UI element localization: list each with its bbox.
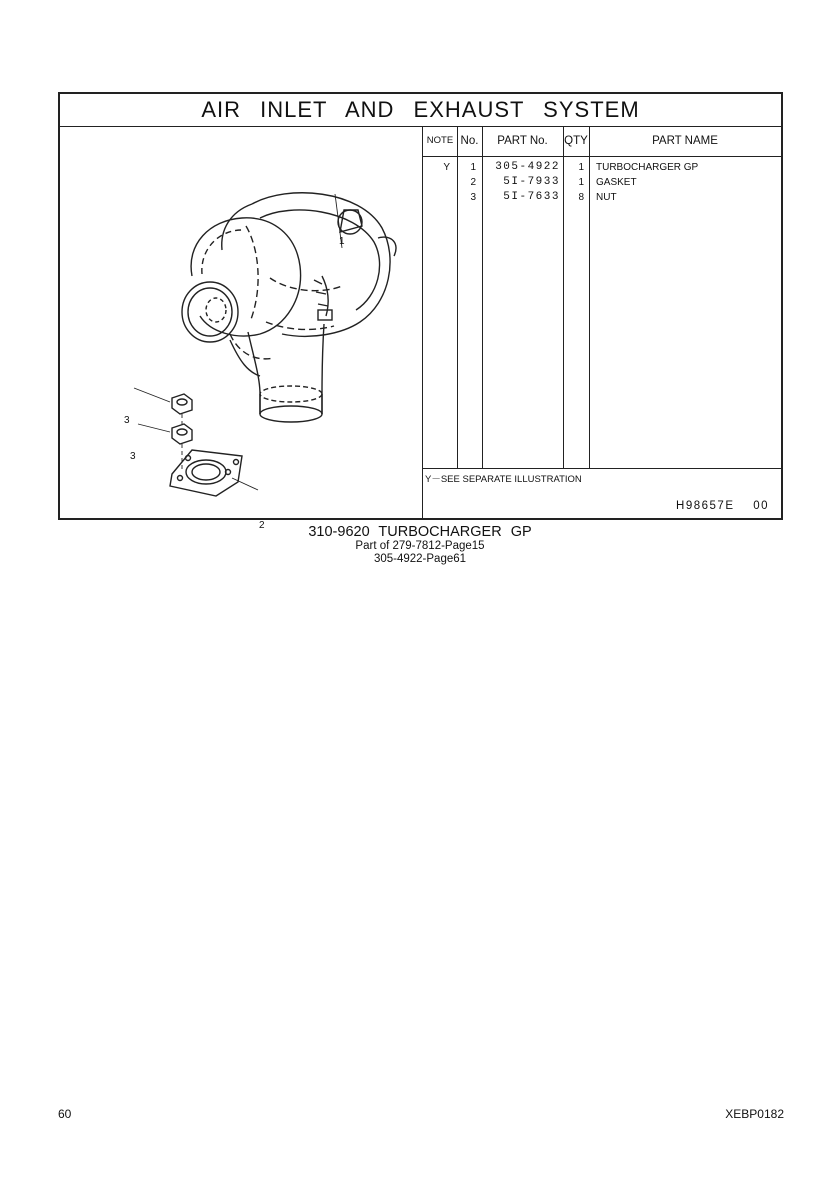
caption-reference-1: Part of 279-7812-Page15	[355, 540, 485, 552]
caption-reference-2: 305-4922-Page61	[373, 553, 467, 565]
row-1-qty: 1	[578, 162, 584, 173]
column-divider	[589, 126, 590, 468]
callout-2: 2	[259, 520, 265, 531]
row-2-part-name: GASKET	[596, 177, 637, 188]
row-2-qty: 1	[578, 177, 584, 188]
header-part-no: PART No.	[497, 135, 548, 147]
exploded-illustration	[60, 126, 423, 531]
parts-figure-frame	[58, 92, 783, 531]
row-3-part-name: NUT	[596, 192, 617, 203]
page-number: 60	[58, 1107, 72, 1121]
row-2-no: 2	[470, 177, 476, 188]
turbocharger-drawing	[60, 126, 422, 520]
header-note: NOTE	[426, 135, 454, 146]
row-1-part-name: TURBOCHARGER GP	[596, 162, 699, 173]
row-2-part-no: 5I-7933	[503, 176, 560, 188]
row-3-part-no: 5I-7633	[503, 191, 560, 203]
illustration-code: H98657E 00	[676, 500, 769, 512]
table-bottom-divider	[423, 468, 781, 469]
row-3-qty: 8	[578, 192, 584, 203]
row-3-no: 3	[470, 192, 476, 203]
row-1-note: Y	[443, 162, 450, 173]
document-code: XEBP0182	[725, 1107, 784, 1121]
header-qty: QTY	[564, 135, 588, 147]
parts-table	[423, 126, 781, 518]
callout-1: 1	[339, 236, 345, 247]
row-1-part-no: 305-4922	[495, 161, 560, 173]
group-caption-title: 310-9620 TURBOCHARGER GP	[308, 524, 532, 540]
section-title: AIR INLET AND EXHAUST SYSTEM	[60, 94, 781, 127]
callout-3-upper: 3	[124, 415, 130, 426]
table-footnote: Y－SEE SEPARATE ILLUSTRATION	[425, 474, 582, 485]
header-part-name: PART NAME	[652, 135, 718, 147]
header-no: No.	[460, 135, 479, 147]
row-1-no: 1	[470, 162, 476, 173]
header-divider	[423, 156, 781, 157]
callout-3-lower: 3	[130, 451, 136, 462]
